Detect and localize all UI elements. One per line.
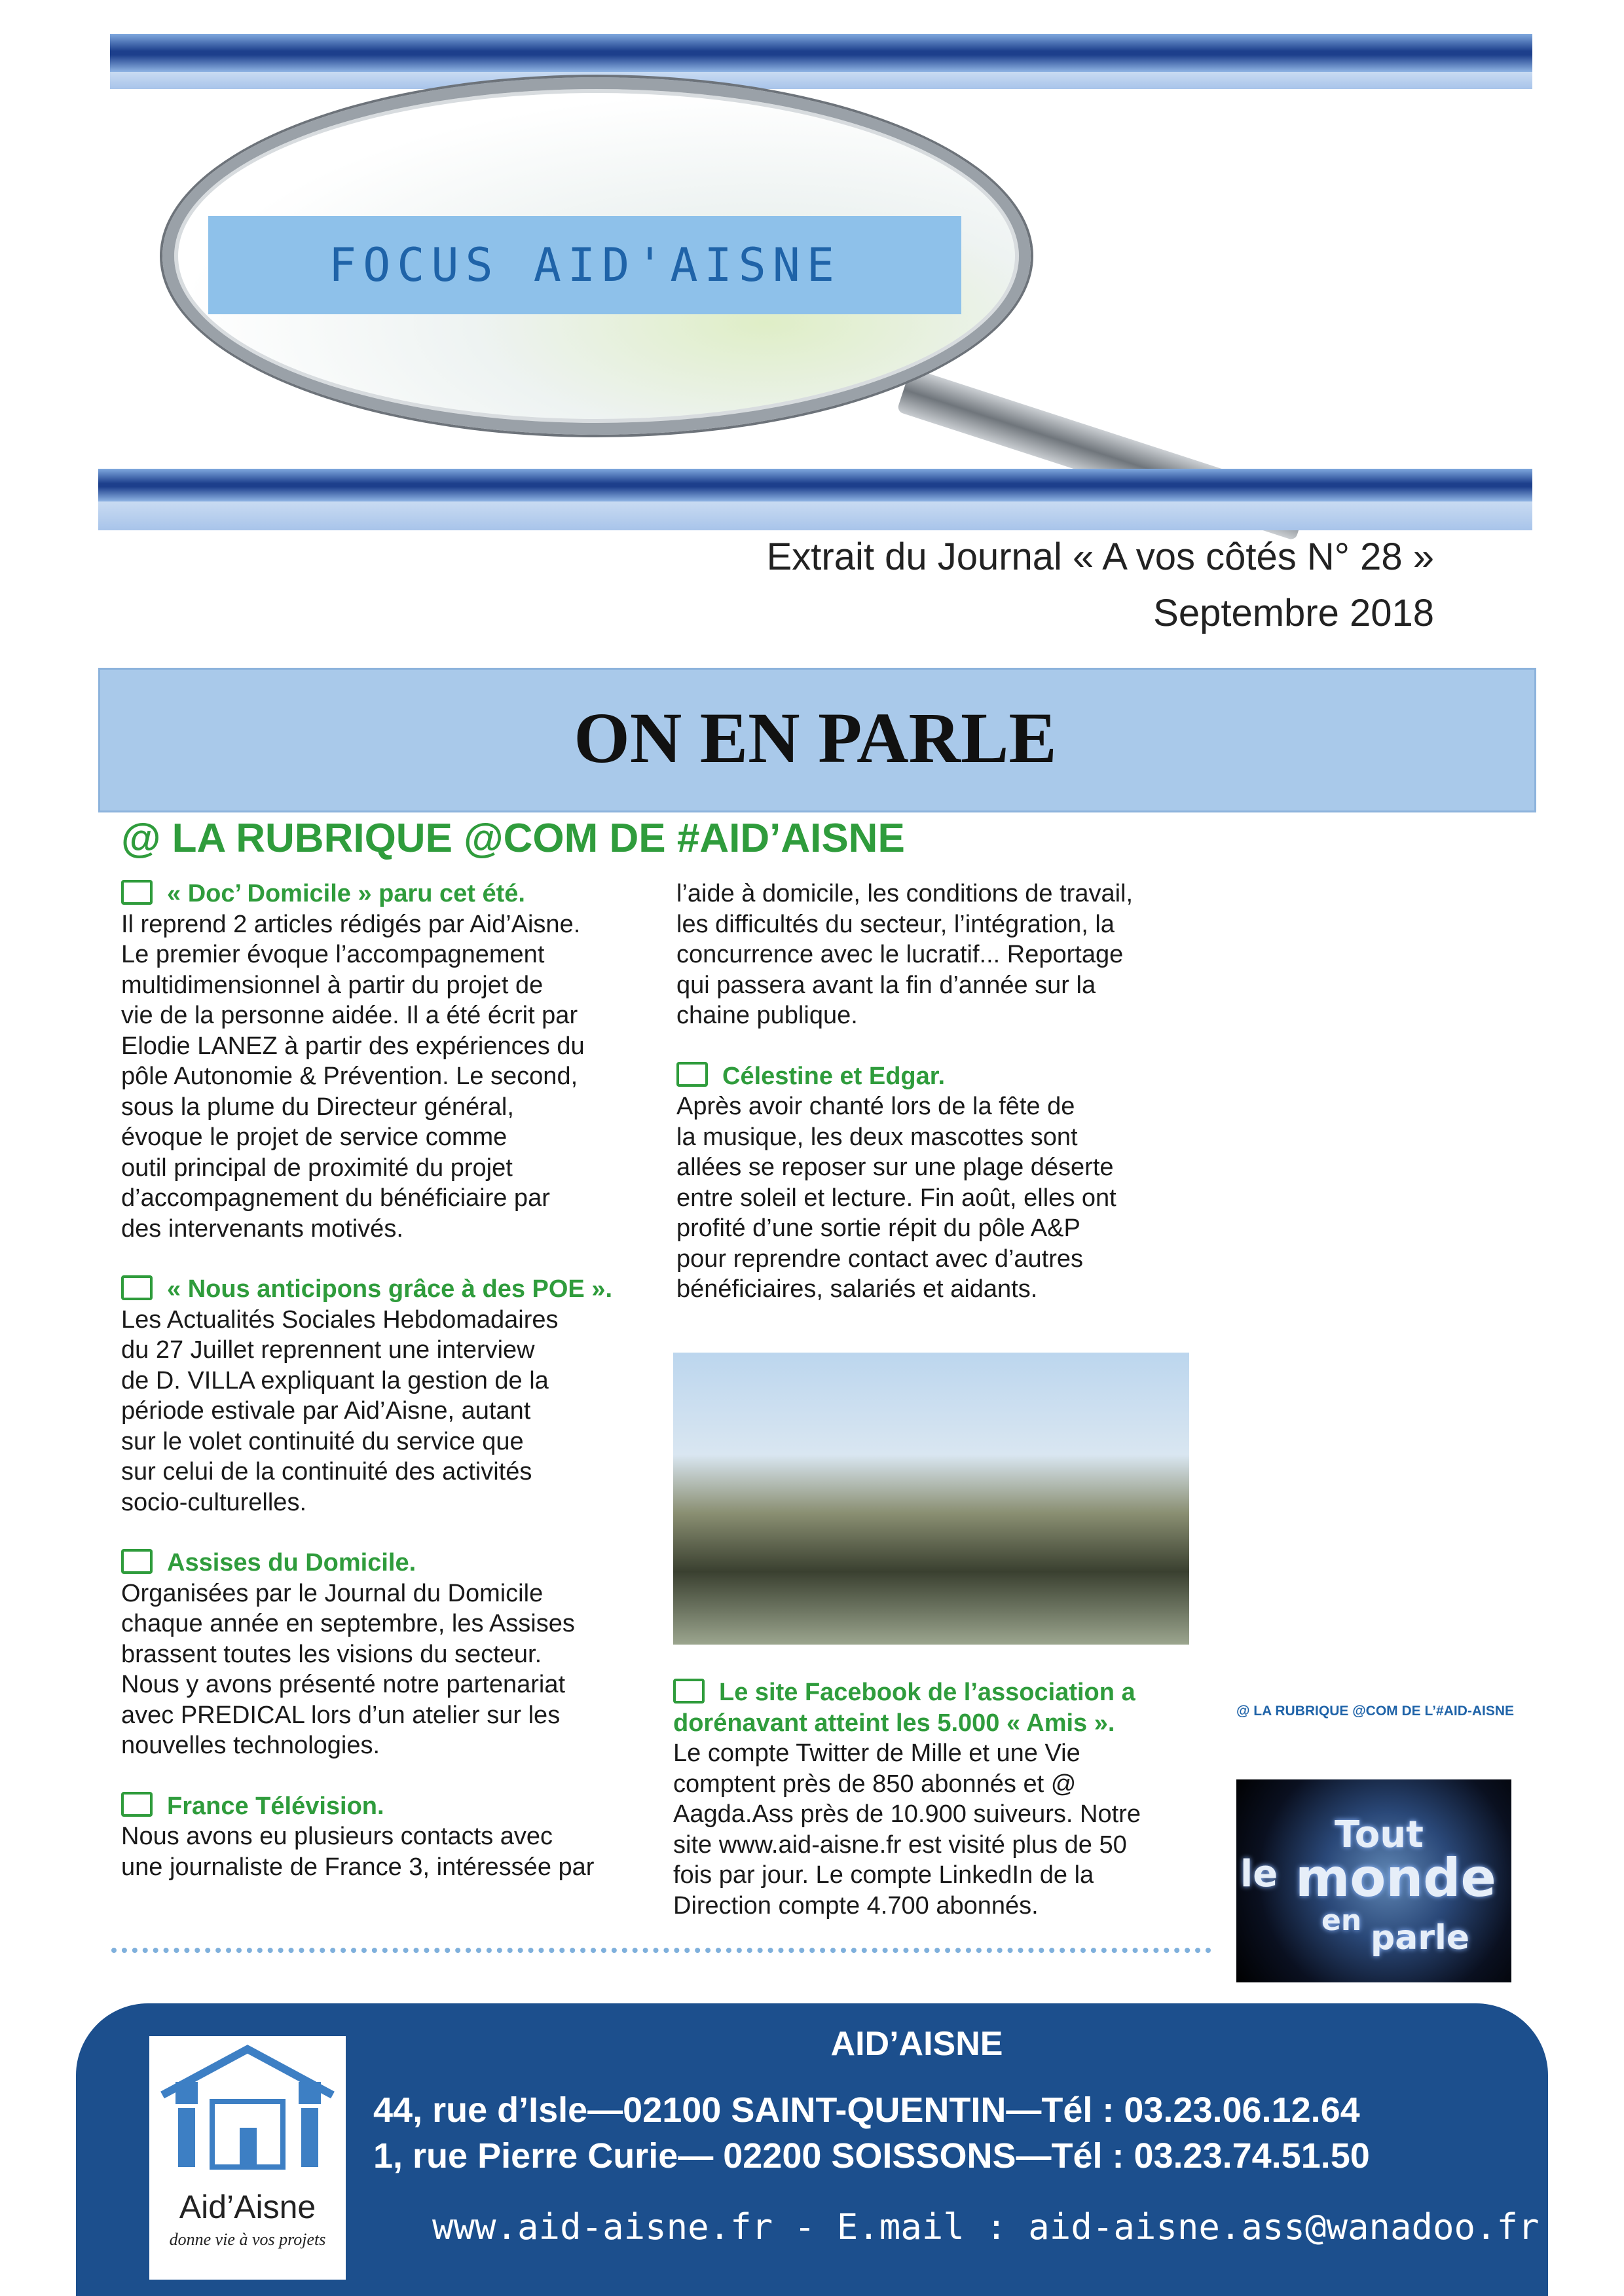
- article-heading: « Doc’ Domicile » paru cet été.: [121, 879, 640, 909]
- houses-icon: [149, 2036, 346, 2180]
- line: brassent toutes les visions du secteur.: [121, 1640, 542, 1668]
- line: Aagda.Ass près de 10.900 suiveurs. Notre: [673, 1800, 1141, 1828]
- line: Nous avons eu plusieurs contacts avec: [121, 1823, 553, 1850]
- dotted-divider: [111, 1948, 1211, 1953]
- article-heading: France Télévision.: [121, 1791, 640, 1822]
- speech-bubble-icon: [121, 1549, 153, 1574]
- top-header-bar-light: [110, 72, 1532, 89]
- line: des intervenants motivés.: [121, 1214, 403, 1243]
- line: sur celui de la continuité des activités: [121, 1458, 532, 1485]
- journal-extract: [767, 529, 1434, 642]
- line: profité d’une sortie répit du pôle A&P: [676, 1214, 1080, 1242]
- article-france-television-cont: [676, 879, 1199, 1031]
- line: une journaliste de France 3, intéressée par: [121, 1853, 595, 1881]
- section-title: ON EN PARLE: [574, 698, 1057, 778]
- speech-bubble-icon: [121, 1275, 153, 1300]
- line: bénéficiaires, salariés et aidants.: [676, 1275, 1038, 1303]
- line: Organisées par le Journal du Domicile: [121, 1579, 544, 1607]
- monde-word-monde: monde: [1295, 1848, 1496, 1908]
- left-column: [121, 879, 640, 1912]
- line: entre soleil et lecture. Fin août, elles ont: [676, 1184, 1116, 1212]
- article-facebook: [673, 1677, 1196, 1921]
- line: Il reprend 2 articles rédigés par Aid’Aisne.: [121, 910, 581, 938]
- right-column-bottom: [673, 1677, 1196, 1921]
- focus-title: FOCUS AID'AISNE: [328, 238, 841, 292]
- line: concurrence avec le lucratif... Reportage: [676, 941, 1124, 968]
- right-column-top: [676, 879, 1199, 1335]
- article-doc-domicile: [121, 879, 640, 1244]
- top-header-bar: [110, 34, 1532, 72]
- line: Le compte Twitter de Mille et une Vie: [673, 1740, 1080, 1767]
- line: fois par jour. Le compte LinkedIn de la: [673, 1861, 1094, 1889]
- tout-le-monde-en-parle-image: [1236, 1779, 1511, 1982]
- line: du 27 Juillet reprennent une interview: [121, 1336, 535, 1364]
- line: évoque le projet de service comme: [121, 1123, 507, 1151]
- article-assises: [121, 1548, 640, 1761]
- bottom-header-bar: [98, 469, 1532, 501]
- line: avec PREDICAL lors d’un atelier sur les: [121, 1701, 561, 1729]
- line: sous la plume du Directeur général,: [121, 1093, 514, 1121]
- monde-word-tout: Tout: [1335, 1813, 1424, 1856]
- line: Le premier évoque l’accompagnement: [121, 941, 545, 968]
- line: les difficultés du secteur, l’intégration, la: [676, 910, 1115, 938]
- line: qui passera avant la fin d’année sur la: [676, 971, 1096, 999]
- bottom-header-bar-light: [98, 501, 1532, 530]
- line: la musique, les deux mascottes sont: [676, 1123, 1078, 1151]
- speech-bubble-icon: [121, 1792, 153, 1817]
- line: Elodie LANEZ à partir des expériences du: [121, 1032, 585, 1060]
- monde-word-parle: parle: [1371, 1918, 1470, 1958]
- logo-name: Aid’Aisne: [179, 2189, 316, 2225]
- extract-date: Septembre 2018: [1153, 592, 1434, 634]
- article-france-television: [121, 1791, 640, 1883]
- footer-title: AID’AISNE: [830, 2025, 1003, 2063]
- logo-slogan: donne vie à vos projets: [169, 2230, 326, 2249]
- footer-web-email[interactable]: www.aid-aisne.fr - E.mail : aid-aisne.ass@wanadoo.fr: [432, 2206, 1540, 2248]
- article-heading: Le site Facebook de l’association a: [673, 1677, 1196, 1708]
- article-heading-line2: dorénavant atteint les 5.000 « Amis ».: [673, 1709, 1115, 1737]
- line: comptent près de 850 abonnés et @: [673, 1770, 1077, 1798]
- extract-title: Extrait du Journal « A vos côtés N° 28 »: [766, 536, 1434, 578]
- line: outil principal de proximité du projet: [121, 1154, 513, 1182]
- line: chaque année en septembre, les Assises: [121, 1610, 575, 1637]
- line: nouvelles technologies.: [121, 1732, 380, 1759]
- line: chaine publique.: [676, 1002, 858, 1029]
- line: vie de la personne aidée. Il a été écrit par: [121, 1002, 578, 1029]
- line: de D. VILLA expliquant la gestion de la: [121, 1366, 549, 1394]
- footer-address-soissons: 1, rue Pierre Curie— 02200 SOISSONS—Tél : 03.23.74.51.50: [373, 2136, 1370, 2176]
- line: sur le volet continuité du service que: [121, 1427, 524, 1455]
- line: Direction compte 4.700 abonnés.: [673, 1891, 1039, 1920]
- article-heading: Célestine et Edgar.: [676, 1061, 1199, 1092]
- line: pôle Autonomie & Prévention. Le second,: [121, 1063, 578, 1090]
- footer-address-saint-quentin: 44, rue d’Isle—02100 SAINT-QUENTIN—Tél : 03.23.06.12.64: [373, 2090, 1360, 2130]
- line: multidimensionnel à partir du projet de: [121, 971, 544, 999]
- rubrique-heading: @ LA RUBRIQUE @COM DE #AID’AISNE: [121, 816, 905, 861]
- small-rubrique-label: @ LA RUBRIQUE @COM DE L’#AID-AISNE: [1236, 1704, 1515, 1719]
- line: site www.aid-aisne.fr est visité plus de 50: [673, 1831, 1127, 1859]
- line: allées se reposer sur une plage déserte: [676, 1154, 1114, 1181]
- line: pour reprendre contact avec d’autres: [676, 1245, 1084, 1273]
- article-heading: Assises du Domicile.: [121, 1548, 640, 1578]
- line: période estivale par Aid’Aisne, autant: [121, 1397, 531, 1425]
- line: d’accompagnement du bénéficiaire par: [121, 1184, 550, 1212]
- monde-word-le: le: [1240, 1853, 1278, 1895]
- speech-bubble-icon: [676, 1062, 708, 1087]
- article-poe: [121, 1274, 640, 1518]
- article-heading: « Nous anticipons grâce à des POE ».: [121, 1274, 640, 1305]
- line: socio-culturelles.: [121, 1488, 306, 1516]
- line: Nous y avons présenté notre partenariat: [121, 1671, 566, 1698]
- monde-word-en: en: [1321, 1904, 1362, 1937]
- line: Après avoir chanté lors de la fête de: [676, 1093, 1075, 1120]
- article-celestine: [676, 1061, 1199, 1305]
- speech-bubble-icon: [121, 880, 153, 905]
- line: Les Actualités Sociales Hebdomadaires: [121, 1305, 559, 1334]
- line: l’aide à domicile, les conditions de travail,: [676, 880, 1134, 907]
- group-photo-beach: [673, 1353, 1189, 1645]
- speech-bubble-icon: [673, 1679, 705, 1704]
